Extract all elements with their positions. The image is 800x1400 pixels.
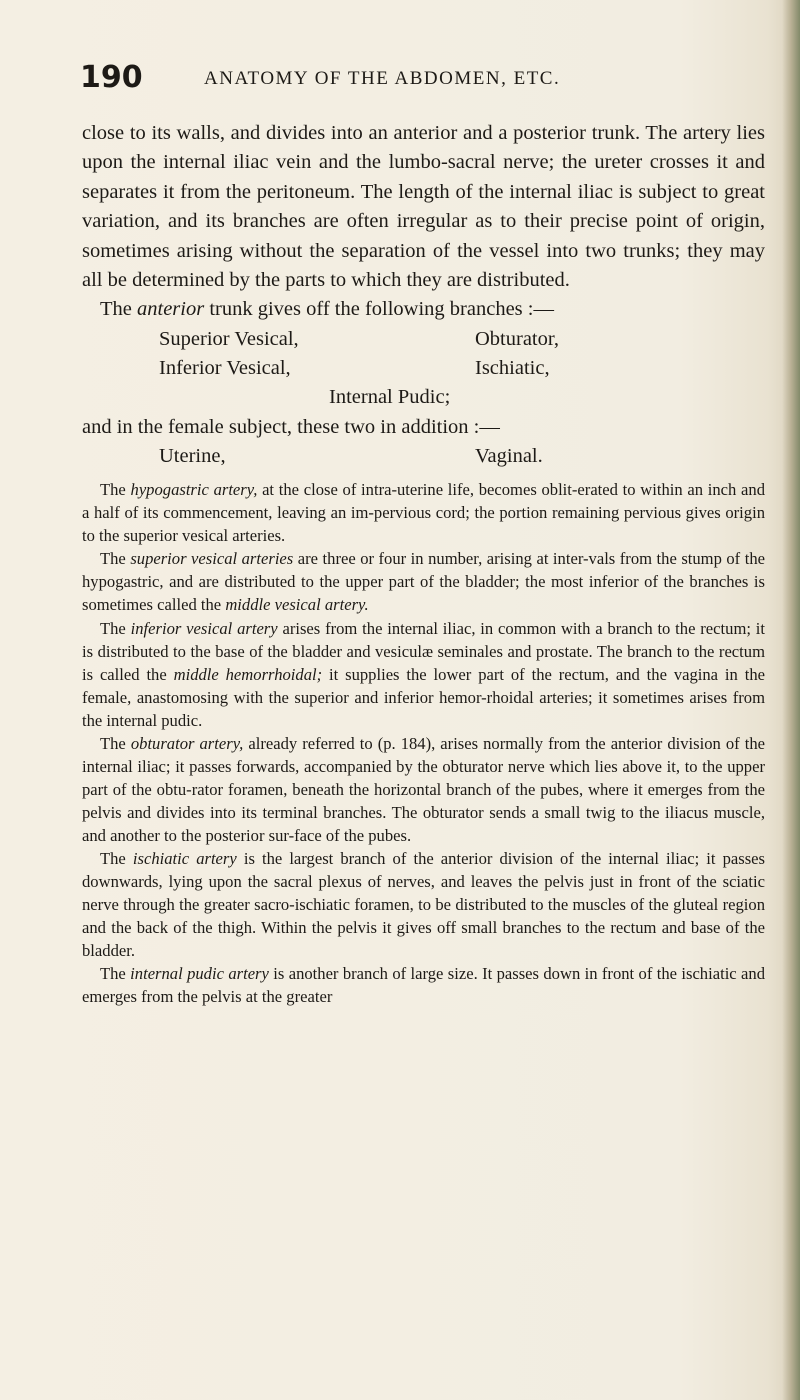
hypogastric-pre: The xyxy=(100,480,131,500)
inferior-post: it supplies the lower part of the rectum, and the vagina in the female, anastomosing with the superior and inferior hemor-rhoidal arteries; it sometimes arises from the internal pudic. xyxy=(82,664,765,730)
female-branch-list xyxy=(82,442,765,472)
hypogastric-term: hypogastric artery, xyxy=(130,480,258,500)
female-intro-section xyxy=(82,413,765,442)
branch-superior-vesical: Superior Vesical, xyxy=(159,327,299,350)
inferior-term: inferior vesical artery xyxy=(130,618,278,638)
superior-pre: The xyxy=(100,549,131,569)
obturator-term: obturator artery, xyxy=(130,733,244,753)
obturator-paragraph xyxy=(82,732,765,847)
large-print-section xyxy=(82,119,765,325)
obturator-post: already referred to (p. 184), arises normally from the anterior division of the internal iliac; it passes forwards, accompanied by the obturator nerve which lies above it, to the upper part of the obtu-rator foramen, beneath the horizontal branch of the pubes, where it emerges from the pelvis and divides into its terminal branches. The obturator sends a small twig to the iliacus muscle, and another to the posterior sur-face of the pubes. xyxy=(82,733,765,845)
anterior-post: trunk gives off the following branches :— xyxy=(204,298,554,321)
running-head: ANATOMY OF THE ABDOMEN, ETC. xyxy=(204,68,561,89)
branch-list xyxy=(82,325,765,413)
pudic-pre: The xyxy=(100,964,131,984)
anterior-term: anterior xyxy=(137,298,205,321)
page-body xyxy=(82,119,765,1008)
small-print-section xyxy=(82,478,765,1008)
branch-ischiatic: Ischiatic, xyxy=(475,356,550,379)
ischiatic-pre: The xyxy=(100,849,133,868)
superior-vesical-paragraph xyxy=(82,547,765,616)
branch-uterine: Uterine, xyxy=(159,445,226,468)
ischiatic-post: is the largest branch of the anterior division of the internal iliac; it passes downwards, lying upon the sacral plexus of nerves, and leaves the pelvis just in front of the sciatic nerve through the greater sacro-ischiatic foramen, to be distributed to the muscles of the gluteal region and the back of the thigh. Within the pelvis it gives off small branches to the rectum and base of the bladder. xyxy=(82,849,765,961)
intro-paragraph: close to its walls, and divides into an anterior and a posterior trunk. The artery lies upon the internal iliac vein and the lumbo-sacral nerve; the ureter crosses it and separates it from the peritoneum. The length of the internal iliac is subject to great variation, and its branches are often irregular as to their precise point of origin, sometimes arising without the separation of the vessel into two trunks; they may all be determined by the parts to which they are distributed. xyxy=(82,122,765,292)
middle-hemorrhoidal-term: middle hemorrhoidal; xyxy=(173,664,323,684)
page-header xyxy=(80,60,730,100)
branch-vaginal: Vaginal. xyxy=(475,445,543,468)
inferior-vesical-paragraph xyxy=(82,617,765,732)
pudic-post: is another branch of large size. It passes down in front of the ischiatic and emerges from the pelvis at the greater xyxy=(82,964,765,1007)
ischiatic-paragraph xyxy=(82,847,765,962)
inferior-pre: The xyxy=(100,618,131,638)
hypogastric-post: at the close of intra-uterine life, becomes oblit-erated to within an inch and a half of its commencement, leaving an im-pervious cord; the portion remaining pervious gives origin to the superior vesical arteries. xyxy=(82,480,765,546)
obturator-pre: The xyxy=(100,733,131,753)
inferior-mid: arises from the internal iliac, in common with a branch to the rectum; it is distributed to the base of the bladder and vesiculæ seminales and prostate. The branch to the rectum is called the xyxy=(82,618,766,684)
branch-internal-pudic: Internal Pudic; xyxy=(329,385,451,408)
pudic-term: internal pudic artery xyxy=(130,964,269,984)
hypogastric-paragraph xyxy=(82,478,765,547)
middle-vesical-term: middle vesical artery. xyxy=(225,595,369,615)
internal-pudic-paragraph xyxy=(82,962,765,1008)
page-number: 190 xyxy=(80,60,143,95)
branch-inferior-vesical: Inferior Vesical, xyxy=(159,356,291,379)
superior-term: superior vesical arteries xyxy=(130,549,294,569)
anterior-pre: The xyxy=(100,298,137,321)
anterior-trunk-paragraph xyxy=(82,295,765,324)
superior-mid: are three or four in number, arising at inter-vals from the stump of the hypogastric, and are distributed to the upper part of the bladder; the most inferior of the branches is sometimes called the xyxy=(82,549,765,615)
page-binding-edge xyxy=(782,0,800,1400)
female-intro: and in the female subject, these two in addition :— xyxy=(82,415,500,438)
branch-obturator: Obturator, xyxy=(475,327,560,350)
ischiatic-term: ischiatic artery xyxy=(132,849,237,868)
